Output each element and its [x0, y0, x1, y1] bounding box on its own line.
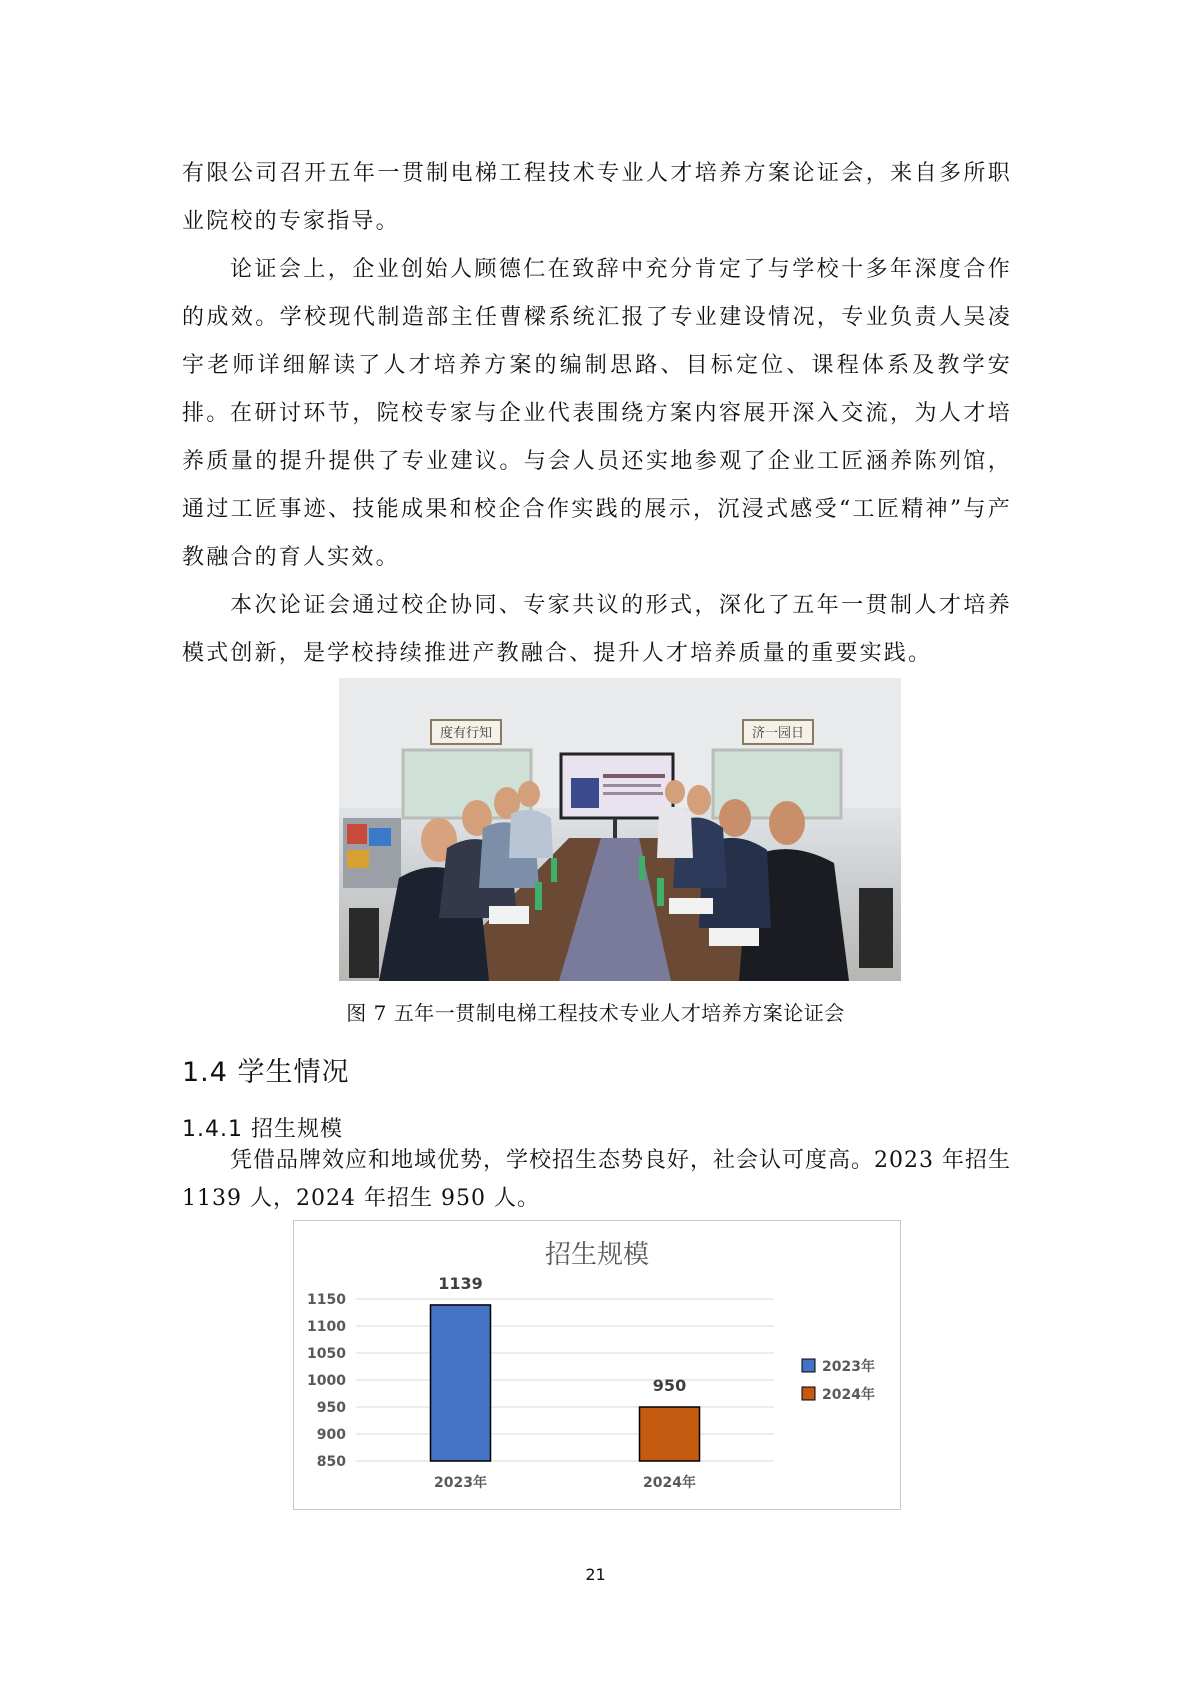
legend-label: 2024年 [822, 1387, 875, 1403]
y-tick-label: 900 [316, 1427, 346, 1443]
legend-swatch [802, 1387, 815, 1400]
section-heading: 1.4 学生情况 [182, 1057, 350, 1088]
bar-2023年 [431, 1305, 491, 1461]
y-tick-label: 1150 [307, 1292, 346, 1308]
wall-sign-right-text: 济一园日 [751, 726, 805, 741]
section-body: 凭借品牌效应和地域优势，学校招生态势良好，社会认可度高。2023 年招生 1139 人，2024 年招生 950 人。 [182, 1148, 1011, 1211]
paragraph-2: 论证会上，企业创始人顾德仁在致辞中充分肯定了与学校十多年深度合作的成效。学校现代制造部主任曹樑系统汇报了专业建设情况，专业负责人吴凌宇老师详细解读了人才培养方案的编制思路、目标定位、课程体系及教学安排。 [182, 257, 1012, 426]
data-label: 1139 [438, 1273, 483, 1293]
meeting-photo [339, 678, 901, 981]
chart-title: 招生规模 [544, 1240, 650, 1270]
data-label: 950 [652, 1376, 687, 1395]
y-tick-label: 1000 [307, 1373, 346, 1389]
page-number: 21 [585, 1565, 606, 1584]
legend-label: 2023年 [822, 1359, 875, 1375]
y-tick-label: 1100 [307, 1319, 346, 1335]
figure-caption: 图 7 五年一贯制电梯工程技术专业人才培养方案论证会 [346, 1001, 845, 1025]
y-tick-label: 850 [316, 1454, 346, 1470]
paragraph-3: 在研讨环节，院校专家与企业代表围绕方案内容展开深入交流，为人才培养质量的提升提供了专业建议。与会人员还实地参观了企业工匠涵养陈列馆，通过工匠事迹、技能成果和校企合作实践的展示，沉浸式感受“工匠精神”与产教融合的育人实效。 [182, 401, 1012, 570]
x-tick-label: 2024年 [643, 1475, 696, 1491]
y-tick-label: 1050 [307, 1346, 346, 1362]
bar-2024年 [640, 1407, 700, 1461]
wall-sign-left-text: 度有行知 [439, 726, 493, 741]
y-tick-label: 950 [316, 1400, 346, 1416]
enrollment-chart [293, 1220, 901, 1510]
meeting-photo-illustration [339, 678, 901, 981]
paragraph-1: 有限公司召开五年一贯制电梯工程技术专业人才培养方案论证会，来自多所职业院校的专家指导。 [182, 161, 1012, 234]
x-tick-label: 2023年 [434, 1475, 487, 1491]
subsection-heading: 1.4.1 招生规模 [182, 1117, 343, 1142]
legend-swatch [802, 1359, 815, 1372]
enrollment-chart-svg [294, 1221, 900, 1509]
paragraph-4: 本次论证会通过校企协同、专家共议的形式，深化了五年一贯制人才培养模式创新，是学校持续推进产教融合、提升人才培养质量的重要实践。 [182, 593, 1012, 666]
